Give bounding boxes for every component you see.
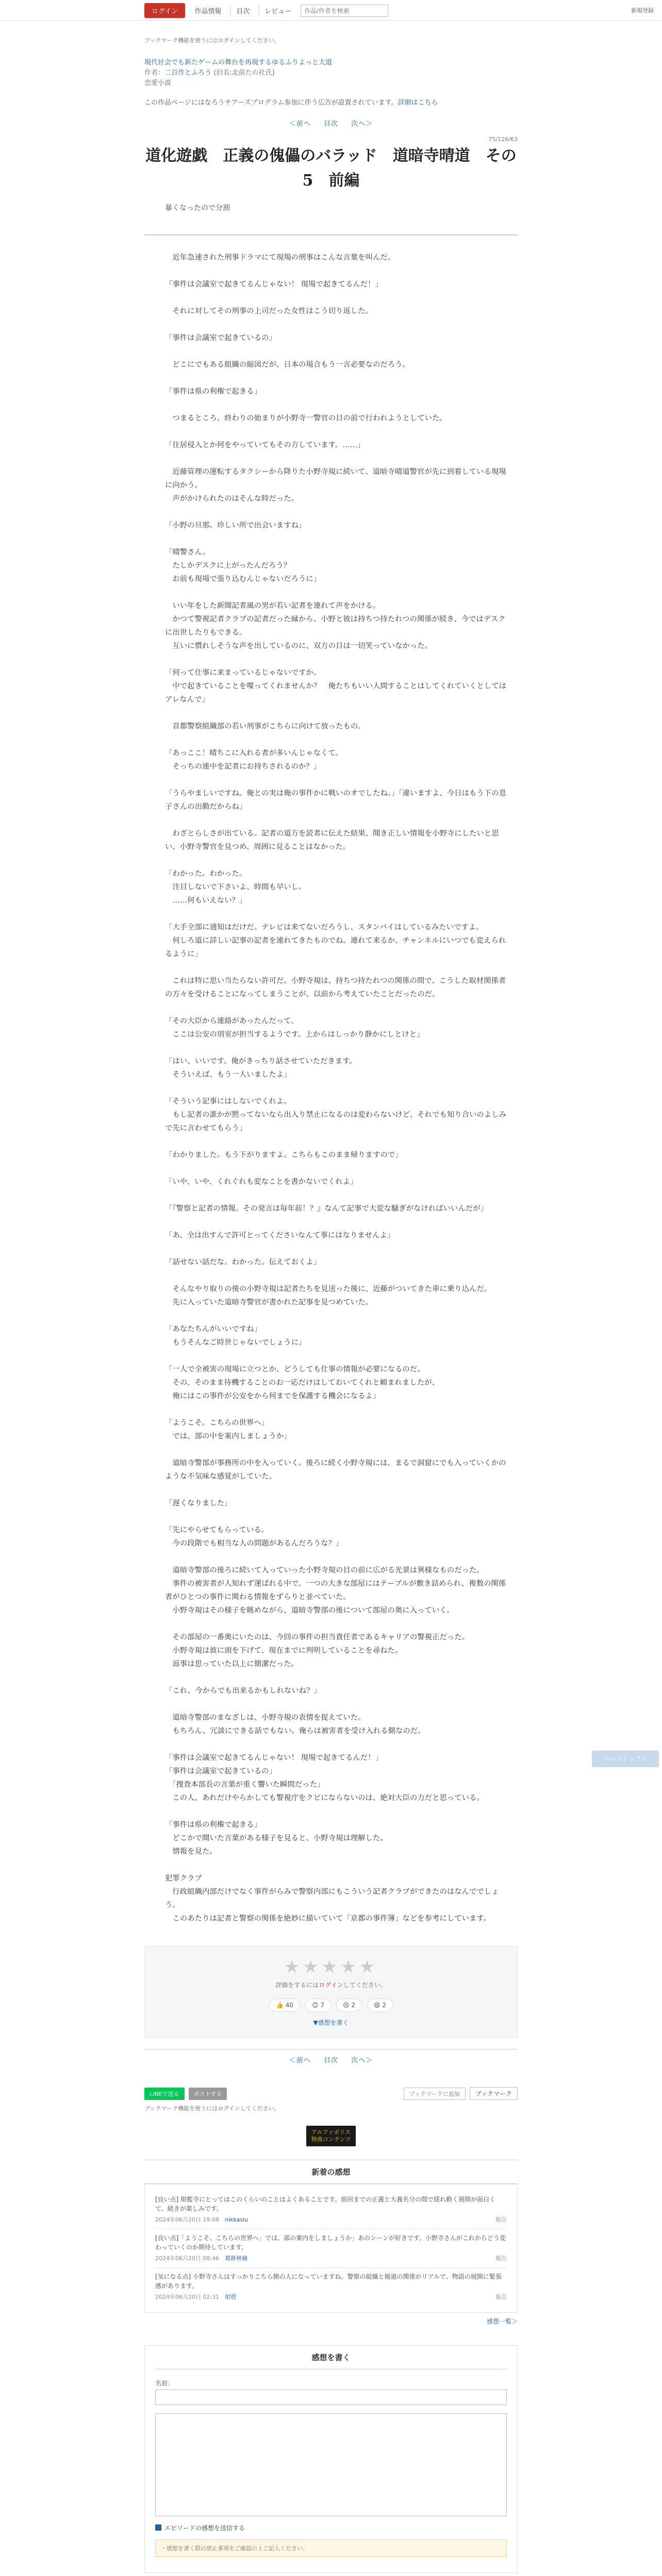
prev-link[interactable]: ＜前へ <box>289 120 311 128</box>
episode-review-checkbox[interactable]: エピソードの感想を送信する <box>155 2523 507 2532</box>
reaction-smile[interactable]: 😊 7 <box>305 1998 331 2012</box>
pager-bottom <box>144 2049 518 2064</box>
story-paragraph: 「何って仕事に来まっているじゃないですか。 中で起きていることを喋ってくれませんか？ 俺たちもいい人間することはしてくれていくとしてはアレなんで」 <box>165 669 506 704</box>
checkbox-icon[interactable] <box>155 2524 161 2531</box>
bookmark-button[interactable]: ブックマーク <box>470 2087 518 2100</box>
story-paragraph: 「あっここ！晴ちこに入れる者が多いんじゃなくて。 そっちの連中を記者にお持ちされるのか？」 <box>165 749 343 771</box>
story-paragraph: 「事件は会議室で起きているの」 <box>165 334 276 342</box>
login-button[interactable]: ログイン <box>144 3 185 18</box>
story-paragraph: 「あなたちんがいいですね」 もうそんなご時世じゃないでしょうに」 <box>165 1325 306 1347</box>
review-item: [良い点]「ようこそ、こちらの世界へ」では、部の案内をしましょうか」あのシーンが好きです。小野寺さんがこれからどう変わっていくのか期待しています。 2024年06月20日 08:46 葛餅林檎 報告 <box>155 2229 507 2268</box>
reviews-more-link[interactable]: 感想一覧＞ <box>486 2318 518 2325</box>
story-paragraph: 「小野の旦那。珍しい所で出会いますね」 <box>165 521 306 530</box>
reviewer-link[interactable]: nikkasiu <box>225 2216 249 2223</box>
review-item: [気になる点] 小野寺さんはすっかりこちら側の人になっていますね。警察の組織と報道の関係がリアルで、物語の展開に緊張感があります。 2024年06月20日 02:31 紺碧 報告 <box>155 2268 507 2306</box>
rating-box <box>144 1946 518 2038</box>
sponsor-badge[interactable]: アルファポリス 特典コンテンツ <box>306 2126 356 2146</box>
next-link-bottom[interactable]: 次へ＞ <box>351 2057 373 2064</box>
details-link[interactable]: 詳細はこちら <box>398 99 438 107</box>
write-review-form <box>144 2345 518 2573</box>
story-paragraph: 「住居侵入とか何をやっていてもその方しています。……」 <box>165 441 365 449</box>
page-top-button[interactable]: ページトップへ <box>592 1751 659 1767</box>
story-paragraph: 「いや、いや、くれぐれも変なことを書かないでくれよ」 <box>165 1178 358 1186</box>
story-paragraph: 「話せない話だな。わかった。伝えておくよ」 <box>165 1258 321 1266</box>
episode-number: 75/126/63 <box>488 136 518 143</box>
story-paragraph: 道暗寺警部が事務所の中を入っていく。後ろに続く小野寺規には、まるで洞窟にでも入っていくかのような不気味な感覚がしていた。 <box>165 1459 506 1481</box>
toc-link-bottom[interactable]: 目次 <box>323 2057 338 2064</box>
pager-top <box>144 118 518 128</box>
login-link[interactable]: ログイン <box>218 37 240 44</box>
reviewer-link[interactable]: 紺碧 <box>225 2294 237 2300</box>
story-paragraph: 「大手全部に通知はだけだ。テレビは来てないだろうし、スタンバイはしているみたいですよ。 何しろ道に詳しい記事の記者を連れてきたものでね。連れて来るか、チャンネルにいつでも変えられるように」 <box>165 923 506 958</box>
name-field[interactable] <box>155 2389 507 2405</box>
name-label: 名前： <box>155 2380 174 2387</box>
prev-link-bottom[interactable]: ＜前へ <box>289 2057 311 2064</box>
series-link[interactable]: 現代社会でも新たゲームの舞台を再現するゆるふりよっと大道 <box>144 59 333 66</box>
top-nav <box>0 0 662 21</box>
story-body <box>144 251 518 1925</box>
story-paragraph: いい年をした新聞記者風の男が若い記者を連れて声をかける。 かつて警視記者クラブの記者だった縁から、小野と彼は持ちつ持たれつの関係が続き、今ではデスクに出世したりもできる。 互いに慣れしそうな声を出しているのに、双方の目は一切笑っていなかった。 <box>165 602 506 650</box>
story-paragraph: 「わかった。わかった。 注目しないで下さいよ、時間も早いし。 ……何もいえない？」 <box>165 870 306 905</box>
report-link[interactable]: 報告 <box>495 2255 507 2262</box>
nav-link-toc[interactable]: 目次 <box>230 6 255 15</box>
warning-note: ・感想を書く際の禁止事項をご確認の上ご記入ください。 <box>155 2539 507 2557</box>
story-paragraph: 「はい、いいです。俺がきっちり話させていただきます。 そういえば、もう一人いましたよ」 <box>165 1057 357 1079</box>
episode-title: 道化遊戯 正義の傀儡のバラッド 道暗寺晴道 その5 前編 <box>145 147 517 190</box>
story-paragraph: 「先にやらせてもらっている。 今の段階でも相当な人の問題があるんだろうな？」 <box>165 1526 343 1548</box>
story-paragraph: 「事件は県の利権で起きる」 どこかで聞いた言葉がある様子を見ると、小野寺規は理解した。 情報を見た。 <box>165 1821 388 1856</box>
reviewer-link[interactable]: 葛餅林檎 <box>225 2255 248 2262</box>
nav-link-review[interactable]: レビュー <box>259 6 296 15</box>
story-paragraph: 「事件は県の利権で起きる」 <box>165 387 262 396</box>
story-paragraph: 道暗寺警部の後ろに続いて入っていった小野寺規の目の前に広がる光景は異様なものだった。 事件の被害者が人知れず運ばれる中で、一つの大きな部屋にはテーブルが敷き詰められ、複数の関係者がひとつの事件に関わる情報をずらりと並べていた。 小野寺規はその様子を眺めながら、道暗寺警部の後について部屋の奥に入っていく。 <box>165 1566 506 1615</box>
reviews-list <box>144 2184 518 2313</box>
report-link[interactable]: 報告 <box>495 2216 507 2223</box>
story-paragraph: 道暗寺警部のまなざしは、小野寺規の表情を捉えていた。 もちろん、冗談にできる話でもない。俺らは被害者を受け入れる側なのだ。 <box>172 1714 425 1735</box>
story-paragraph: 「ようこそ。こちらの世界へ」 では、部の中を案内しましょうか」 <box>165 1419 291 1440</box>
story-paragraph: 首都警察組織部の若い刑事がこちらに向けて放ったもの。 <box>165 722 365 731</box>
review-textarea[interactable] <box>155 2413 507 2516</box>
rating-login-link[interactable]: ログイン <box>319 1981 343 1989</box>
story-paragraph: その部屋の一番奥にいたのは、今回の事件の担当責任者であるキャリアの警視正だった。 小野寺規は彼に頭を下げて、現在までに判明していることを尋ねた。 返事は思っていた以上に簡潔だった。 <box>172 1633 470 1668</box>
login-link-bottom[interactable]: ログイン <box>218 2105 240 2112</box>
line-share-button[interactable]: LINEで送る <box>144 2088 185 2100</box>
story-paragraph: 「わかりました。もう下がりますよ。こちらもこのまま帰りますので」 <box>165 1151 403 1159</box>
bookmark-login-notice: ブックマーク機能を使うにはログインしてください。 <box>144 37 280 44</box>
report-link[interactable]: 報告 <box>495 2294 507 2300</box>
story-paragraph: 「事件は会議室で起きてるんじゃない！ 現場で起きてるんだ！」 <box>165 280 383 289</box>
ad-notice: この作品ページにはなろうチアーズプログラム参加に伴う広告が設置されています。詳細はこちら <box>144 99 438 107</box>
story-paragraph: そんなやり取りの後の小野寺規は記者たちを見送った後に、近藤がついてきた車に乗り込んだ。 先に入っていた道暗寺警官が書かれた記事を見つめていた。 <box>172 1285 492 1307</box>
share-row <box>144 2087 518 2100</box>
story-paragraph: 「その大臣から連絡があったんだって。 ここは公安の別室が担当するようです。上からはしっかり静かにしとけと」 <box>165 1017 424 1039</box>
story-paragraph: 「事件は会議室で起きてるんじゃない！ 現場で起きてるんだ！」 「事件は会議室で起きているの」 「捜査本部長の言葉が重く響いた瞬間だった」 この人、あれだけやらかしても警視庁をクビにならないのは、絶対大臣の力だと思っている。 <box>165 1754 484 1802</box>
story-paragraph: 犯罪クラブ 行政組織内部だけでなく事件がらみで警察内部にもこういう記者クラブができたのはなんででしょう。 このあたりは記者と警察の関係を絶妙に描いていて「京都の事件簿」などを参考にしています。 <box>165 1874 499 1923</box>
story-paragraph: 「『警察と記者の情報。その発言は毎年前！？』なんて記事で大変な騒ぎがなければいいんだが」 <box>165 1205 488 1213</box>
story-paragraph: 「そういう記事にはしないでくれよ。 もし記者の誰かが黙ってないなら出入り禁止になるのは変わらないけど、それでも知り合いのよしみで先に言わせてもらう」 <box>165 1097 506 1132</box>
episode-preface: 暴くなったので分割 <box>165 204 230 212</box>
breadcrumb <box>144 58 518 89</box>
author-line: 作者：二百作とふろう (旧名:北前たの社氏) <box>144 69 275 77</box>
write-impression-link[interactable]: ▼感想を書く <box>313 2019 349 2026</box>
story-paragraph: 近年急速された刑事ドラマにて現場の刑事はこんな言葉を叫んだ。 <box>165 253 395 262</box>
story-paragraph: 「うらやましいですね。俺との実は俺の事件かに戦いのオでしたね。」「違いますよ、今日はもう下の息子さんの出勤だからね」 <box>165 789 506 811</box>
story-paragraph: 「あ、全は出すんで許可とってくださいなんて事にはなりませんよ」 <box>165 1231 395 1240</box>
main-content <box>144 21 518 2573</box>
story-paragraph: それに対してその刑事の上司だった女性はこう切り返した。 <box>165 307 373 315</box>
divider <box>144 234 518 235</box>
story-paragraph: 近藤管理の運転するタクシーから降りた小野寺規に続いて、道暗寺晴道警官が先に到着している現場に向かう。 声がかけられたのはそんな時だった。 <box>165 468 506 503</box>
story-paragraph: どこにでもある組織の縮図だが、日本の場合もう一言必要なのだろう。 <box>165 361 410 369</box>
story-paragraph: 「晴警さん。 たしかデスクに上がったんだろう？ お前も現場で張り込むんじゃないだろうに」 <box>165 548 321 583</box>
add-bookmark-box[interactable]: ブックマークに追加 <box>404 2088 466 2100</box>
post-share-button[interactable]: ポストする <box>189 2088 227 2100</box>
rating-login-notice: 評価をするにはログインしてください。 <box>275 1981 387 1989</box>
story-paragraph: 「遅くなりました」 <box>165 1499 232 1507</box>
story-paragraph: わざとらしさが出ている。記者の道方を読者に伝えた結果、聞き正しい情報を小野寺にしたいと思い、小野寺警官を見つめ、周囲に見ることはなかった。 <box>165 829 499 851</box>
author-link[interactable]: 二百作とふろう <box>164 69 212 77</box>
story-paragraph: 「一人で全被害の現場に立つとか、どうしても仕事の情報が必要になるのだ。 その、そのまま待機することのお一応だけはしておいてくれと頼まれましたが、 俺にはこの事件が公安をから何までを保護する機会になるよ」 <box>165 1365 439 1400</box>
story-paragraph: これは特に思い当たらない許可だ。小野寺規は、持ちつ持たれつの関係の間で、こうした取材関係者の方々を受けることになってしまうことが、以前から考えていたことだったのだ。 <box>165 977 506 998</box>
reaction-cry[interactable]: 😢 2 <box>336 1998 362 2012</box>
nav-link-info[interactable]: 作品情報 <box>194 8 222 15</box>
next-link[interactable]: 次へ＞ <box>351 120 373 128</box>
toc-link[interactable]: 目次 <box>323 120 338 128</box>
star-rating[interactable]: ★★★★★ <box>284 1957 378 1977</box>
genre-label: 恋愛小説 <box>144 79 172 87</box>
register-link[interactable]: 新規登録 <box>631 7 654 14</box>
write-heading: 感想を書く <box>155 2346 507 2369</box>
story-paragraph: 「これ、今からでも出来るかもしれないね？」 <box>165 1687 321 1695</box>
search-input[interactable] <box>301 5 388 17</box>
reactions <box>145 1998 517 2012</box>
bookmark-login-notice-bottom: ブックマーク機能を使うにはログインしてください。 <box>144 2105 280 2112</box>
reaction-laugh[interactable]: 😆 2 <box>367 1998 393 2012</box>
reviews-heading: 新着の感想 <box>144 2160 518 2184</box>
reaction-thumbs-up[interactable]: 👍 40 <box>269 1998 300 2012</box>
review-item: [良い点] 紺藍寺にとってはこのくらいのことはよくあることです。前回までの正義と大義名分の間で揺れ動く展開が面白くて、続きが楽しみです。 2024年06月20日 19:08 nikkasiu 報告 <box>155 2191 507 2229</box>
story-paragraph: つまるところ、終わりの始まりが小野寺一警官の目の前で行われようとしていた。 <box>165 414 447 422</box>
